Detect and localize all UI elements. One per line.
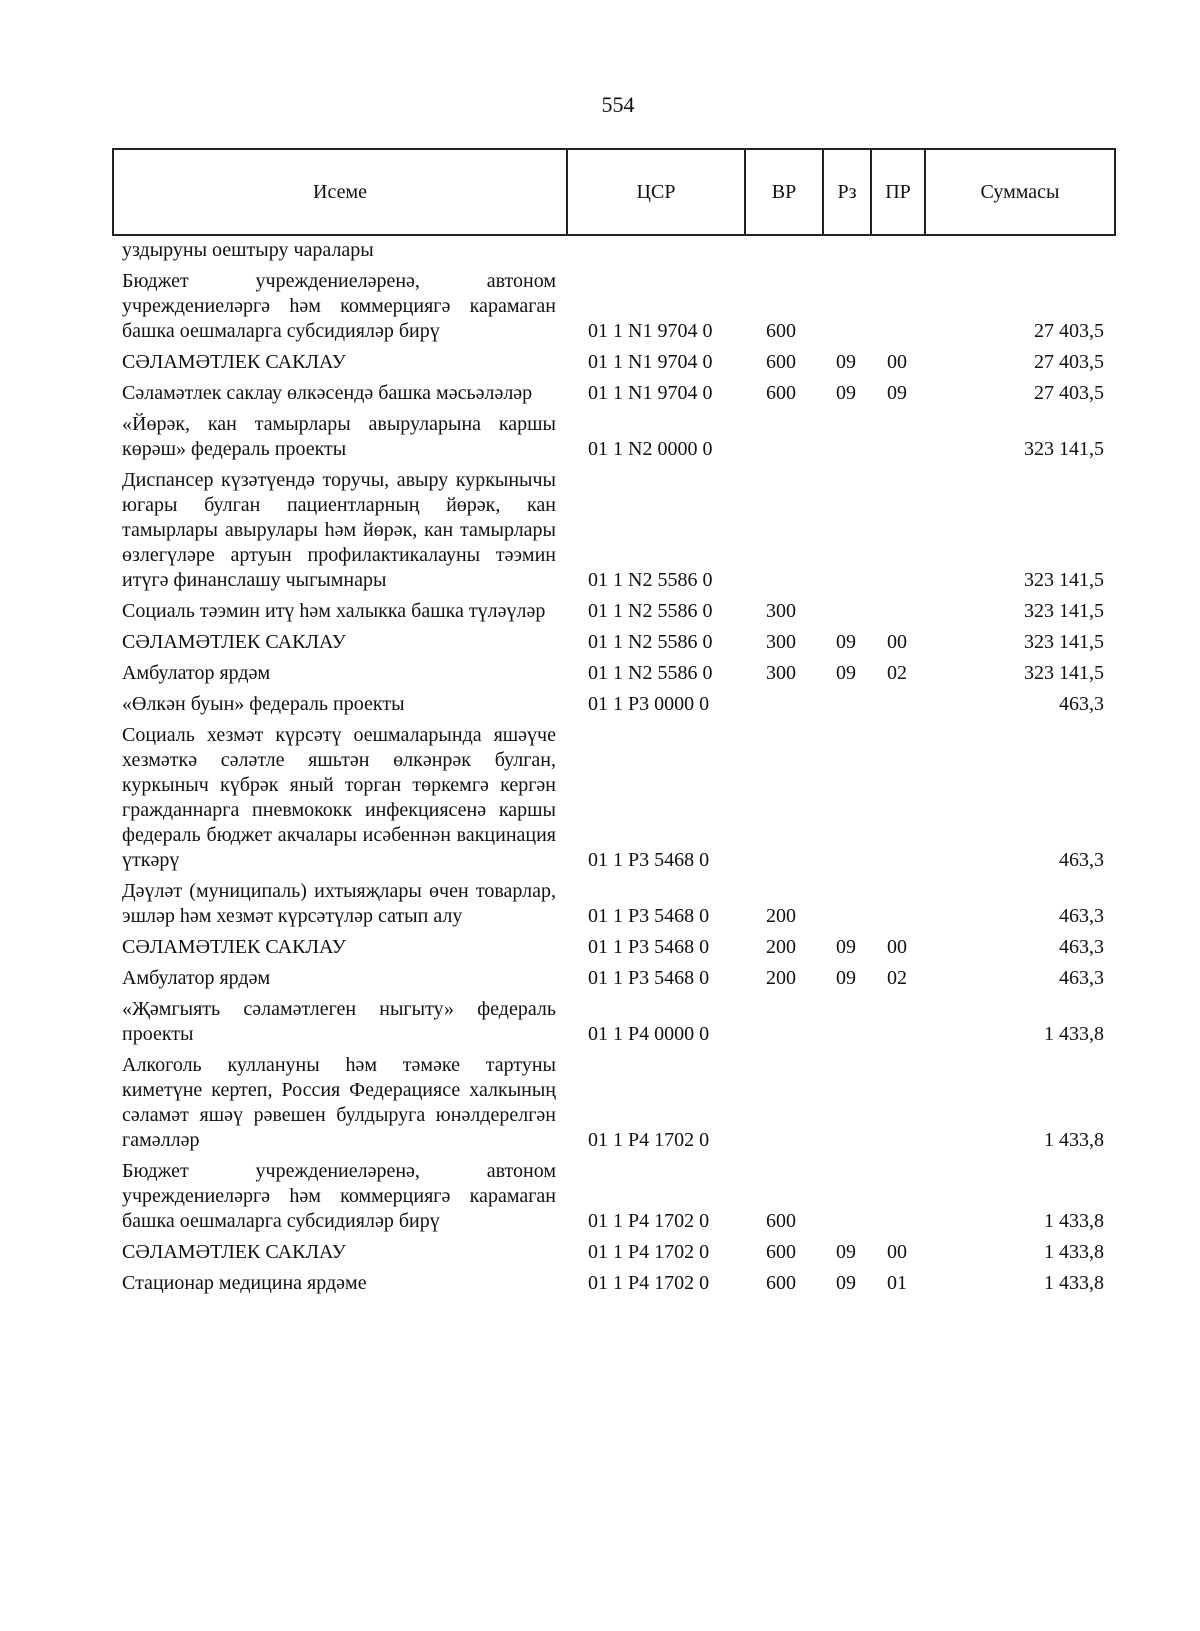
table-row bbox=[112, 1237, 1114, 1268]
cell-sum: 27 403,5 bbox=[1034, 351, 1104, 373]
cell-vr: 600 bbox=[766, 1272, 796, 1294]
cell-sum: 463,3 bbox=[1059, 936, 1104, 958]
cell-sum: 1 433,8 bbox=[1044, 1023, 1104, 1045]
cell-vr: 600 bbox=[766, 320, 796, 342]
cell-name: СӘЛАМӘТЛЕК САКЛАУ bbox=[122, 1241, 346, 1263]
cell-rz: 09 bbox=[836, 967, 856, 989]
cell-name: Сәламәтлек саклау өлкәсендә башка мәсьәләләр bbox=[122, 382, 533, 404]
cell-rz bbox=[822, 266, 870, 347]
cell-pr bbox=[870, 1050, 924, 1156]
cell-sum: 463,3 bbox=[1059, 849, 1104, 871]
table-row bbox=[112, 409, 1114, 465]
cell-vr: 300 bbox=[766, 631, 796, 653]
cell-pr bbox=[870, 994, 924, 1050]
cell-vr: 200 bbox=[766, 967, 796, 989]
cell-pr: 02 bbox=[887, 967, 907, 989]
cell-rz: 09 bbox=[836, 1241, 856, 1263]
cell-csr: 01 1 P3 0000 0 bbox=[588, 693, 710, 715]
cell-pr bbox=[870, 266, 924, 347]
cell-name: уздыруны оештыру чаралары bbox=[122, 239, 374, 261]
cell-sum: 323 141,5 bbox=[1024, 569, 1104, 591]
cell-rz: 09 bbox=[836, 631, 856, 653]
cell-vr bbox=[744, 1050, 822, 1156]
cell-vr: 600 bbox=[766, 1210, 796, 1232]
cell-sum: 463,3 bbox=[1059, 693, 1104, 715]
cell-csr: 01 1 P4 1702 0 bbox=[588, 1241, 710, 1263]
table-row bbox=[112, 627, 1114, 658]
cell-pr bbox=[870, 1156, 924, 1237]
cell-name: Социаль тәэмин итү һәм халыкка башка түләүләр bbox=[122, 600, 546, 622]
cell-vr bbox=[744, 465, 822, 596]
table-row bbox=[112, 932, 1114, 963]
cell-pr bbox=[870, 876, 924, 932]
cell-csr: 01 1 P3 5468 0 bbox=[588, 936, 710, 958]
table-row bbox=[112, 1156, 1114, 1237]
cell-vr: 300 bbox=[766, 600, 796, 622]
cell-rz: 09 bbox=[836, 1272, 856, 1294]
cell-vr: 600 bbox=[766, 1241, 796, 1263]
cell-csr: 01 1 P3 5468 0 bbox=[588, 967, 710, 989]
table-row bbox=[112, 1268, 1114, 1299]
cell-csr: 01 1 P4 0000 0 bbox=[588, 1023, 710, 1045]
budget-table bbox=[112, 238, 1114, 1299]
cell-vr bbox=[744, 994, 822, 1050]
cell-sum: 27 403,5 bbox=[1034, 320, 1104, 342]
cell-vr: 200 bbox=[766, 936, 796, 958]
cell-name: Бюджет учреждениеләренә, автоном учреждениеләргә һәм коммерциягә карамаган башка оешмаларга субсидияләр бирү bbox=[122, 1160, 556, 1232]
cell-csr: 01 1 N1 9704 0 bbox=[588, 382, 713, 404]
cell-pr bbox=[870, 596, 924, 627]
cell-csr: 01 1 N2 0000 0 bbox=[588, 438, 713, 460]
cell-sum: 27 403,5 bbox=[1034, 382, 1104, 404]
cell-sum: 323 141,5 bbox=[1024, 631, 1104, 653]
table-row bbox=[112, 1050, 1114, 1156]
cell-rz: 09 bbox=[836, 351, 856, 373]
cell-pr bbox=[870, 689, 924, 720]
cell-sum: 323 141,5 bbox=[1024, 438, 1104, 460]
table-row bbox=[112, 465, 1114, 596]
cell-name: Амбулатор ярдәм bbox=[122, 662, 271, 684]
table-row bbox=[112, 689, 1114, 720]
cell-csr: 01 1 N1 9704 0 bbox=[588, 320, 713, 342]
cell-sum: 1 433,8 bbox=[1044, 1129, 1104, 1151]
cell-pr bbox=[870, 409, 924, 465]
cell-pr: 00 bbox=[887, 351, 907, 373]
table-row bbox=[112, 347, 1114, 378]
cell-name: Стационар медицина ярдәме bbox=[122, 1272, 367, 1294]
table-header bbox=[112, 148, 1116, 236]
cell-vr: 600 bbox=[766, 351, 796, 373]
cell-csr: 01 1 N2 5586 0 bbox=[588, 600, 713, 622]
table-row bbox=[112, 720, 1114, 876]
cell-csr bbox=[566, 238, 744, 266]
table-row bbox=[112, 596, 1114, 627]
cell-name: Амбулатор ярдәм bbox=[122, 967, 271, 989]
cell-rz bbox=[822, 238, 870, 266]
cell-name: СӘЛАМӘТЛЕК САКЛАУ bbox=[122, 631, 346, 653]
cell-sum: 463,3 bbox=[1059, 905, 1104, 927]
table-row bbox=[112, 238, 1114, 266]
cell-name: СӘЛАМӘТЛЕК САКЛАУ bbox=[122, 351, 346, 373]
cell-vr bbox=[744, 720, 822, 876]
cell-vr bbox=[744, 238, 822, 266]
cell-name: Бюджет учреждениеләренә, автоном учреждениеләргә һәм коммерциягә карамаган башка оешмаларга субсидияләр бирү bbox=[122, 270, 556, 342]
cell-pr: 00 bbox=[887, 631, 907, 653]
cell-rz bbox=[822, 876, 870, 932]
cell-csr: 01 1 N1 9704 0 bbox=[588, 351, 713, 373]
cell-vr bbox=[744, 409, 822, 465]
cell-rz bbox=[822, 596, 870, 627]
cell-sum bbox=[924, 238, 1114, 266]
cell-rz: 09 bbox=[836, 382, 856, 404]
table-row bbox=[112, 994, 1114, 1050]
cell-name: СӘЛАМӘТЛЕК САКЛАУ bbox=[122, 936, 346, 958]
cell-rz bbox=[822, 689, 870, 720]
header-name: Исеме bbox=[113, 149, 567, 235]
cell-rz: 09 bbox=[836, 662, 856, 684]
cell-csr: 01 1 N2 5586 0 bbox=[588, 569, 713, 591]
cell-csr: 01 1 N2 5586 0 bbox=[588, 631, 713, 653]
cell-rz: 09 bbox=[836, 936, 856, 958]
table-row bbox=[112, 378, 1114, 409]
cell-pr bbox=[870, 238, 924, 266]
cell-name: «Җәмгыять сәламәтлеген ныгыту» федераль проекты bbox=[122, 998, 556, 1045]
cell-vr: 300 bbox=[766, 662, 796, 684]
cell-rz bbox=[822, 1156, 870, 1237]
cell-name: Дәүләт (муниципаль) ихтыяҗлары өчен товарлар, эшләр һәм хезмәт күрсәтүләр сатып алу bbox=[122, 880, 556, 927]
cell-name: Диспансер күзәтүендә торучы, авыру куркынычы югары булган пациентларның йөрәк, кан тамырлары авырулары һәм йөрәк, кан тамырлары өзлегүләре артуын профилактикалауны тәэмин итүгә финанслашу чыгымнары bbox=[122, 469, 556, 591]
cell-pr bbox=[870, 465, 924, 596]
cell-name: Социаль хезмәт күрсәтү оешмаларында яшәүче хезмәткә сәләтле яшьтән өлкәнрәк булган, куркыныч күбрәк яный торган төркемгә кергән гражданнарга пневмококк инфекциясенә каршы федераль бюджет акчалары исәбеннән вакцинация үткәрү bbox=[122, 724, 556, 871]
cell-csr: 01 1 P4 1702 0 bbox=[588, 1210, 710, 1232]
cell-pr: 00 bbox=[887, 1241, 907, 1263]
cell-rz bbox=[822, 409, 870, 465]
cell-rz bbox=[822, 994, 870, 1050]
cell-rz bbox=[822, 720, 870, 876]
cell-sum: 1 433,8 bbox=[1044, 1210, 1104, 1232]
cell-name: «Йөрәк, кан тамырлары авыруларына каршы көрәш» федераль проекты bbox=[122, 413, 556, 460]
cell-sum: 323 141,5 bbox=[1024, 600, 1104, 622]
cell-name: «Өлкән буын» федераль проекты bbox=[122, 693, 405, 715]
header-sum: Суммасы bbox=[925, 149, 1115, 235]
table-row bbox=[112, 963, 1114, 994]
cell-csr: 01 1 P3 5468 0 bbox=[588, 849, 710, 871]
cell-vr: 600 bbox=[766, 382, 796, 404]
cell-vr bbox=[744, 689, 822, 720]
table-row bbox=[112, 266, 1114, 347]
cell-pr bbox=[870, 720, 924, 876]
page-number: 554 bbox=[601, 92, 635, 117]
table-row bbox=[112, 658, 1114, 689]
cell-sum: 323 141,5 bbox=[1024, 662, 1104, 684]
table-row bbox=[112, 876, 1114, 932]
header-vr: ВР bbox=[745, 149, 823, 235]
cell-sum: 1 433,8 bbox=[1044, 1272, 1104, 1294]
cell-pr: 00 bbox=[887, 936, 907, 958]
cell-pr: 09 bbox=[887, 382, 907, 404]
cell-sum: 463,3 bbox=[1059, 967, 1104, 989]
header-pr: ПР bbox=[871, 149, 925, 235]
cell-name: Алкоголь куллануны һәм тәмәке тартуны киметүне кертеп, Россия Федерациясе халкының сәламәт яшәү рәвешен булдыруга юнәлдерелгән гамәлләр bbox=[122, 1054, 556, 1151]
cell-vr: 200 bbox=[766, 905, 796, 927]
cell-csr: 01 1 N2 5586 0 bbox=[588, 662, 713, 684]
cell-csr: 01 1 P4 1702 0 bbox=[588, 1129, 710, 1151]
cell-sum: 1 433,8 bbox=[1044, 1241, 1104, 1263]
header-csr: ЦСР bbox=[567, 149, 745, 235]
header-rz: Рз bbox=[823, 149, 871, 235]
cell-rz bbox=[822, 465, 870, 596]
cell-pr: 02 bbox=[887, 662, 907, 684]
cell-pr: 01 bbox=[887, 1272, 907, 1294]
cell-csr: 01 1 P3 5468 0 bbox=[588, 905, 710, 927]
cell-csr: 01 1 P4 1702 0 bbox=[588, 1272, 710, 1294]
cell-rz bbox=[822, 1050, 870, 1156]
